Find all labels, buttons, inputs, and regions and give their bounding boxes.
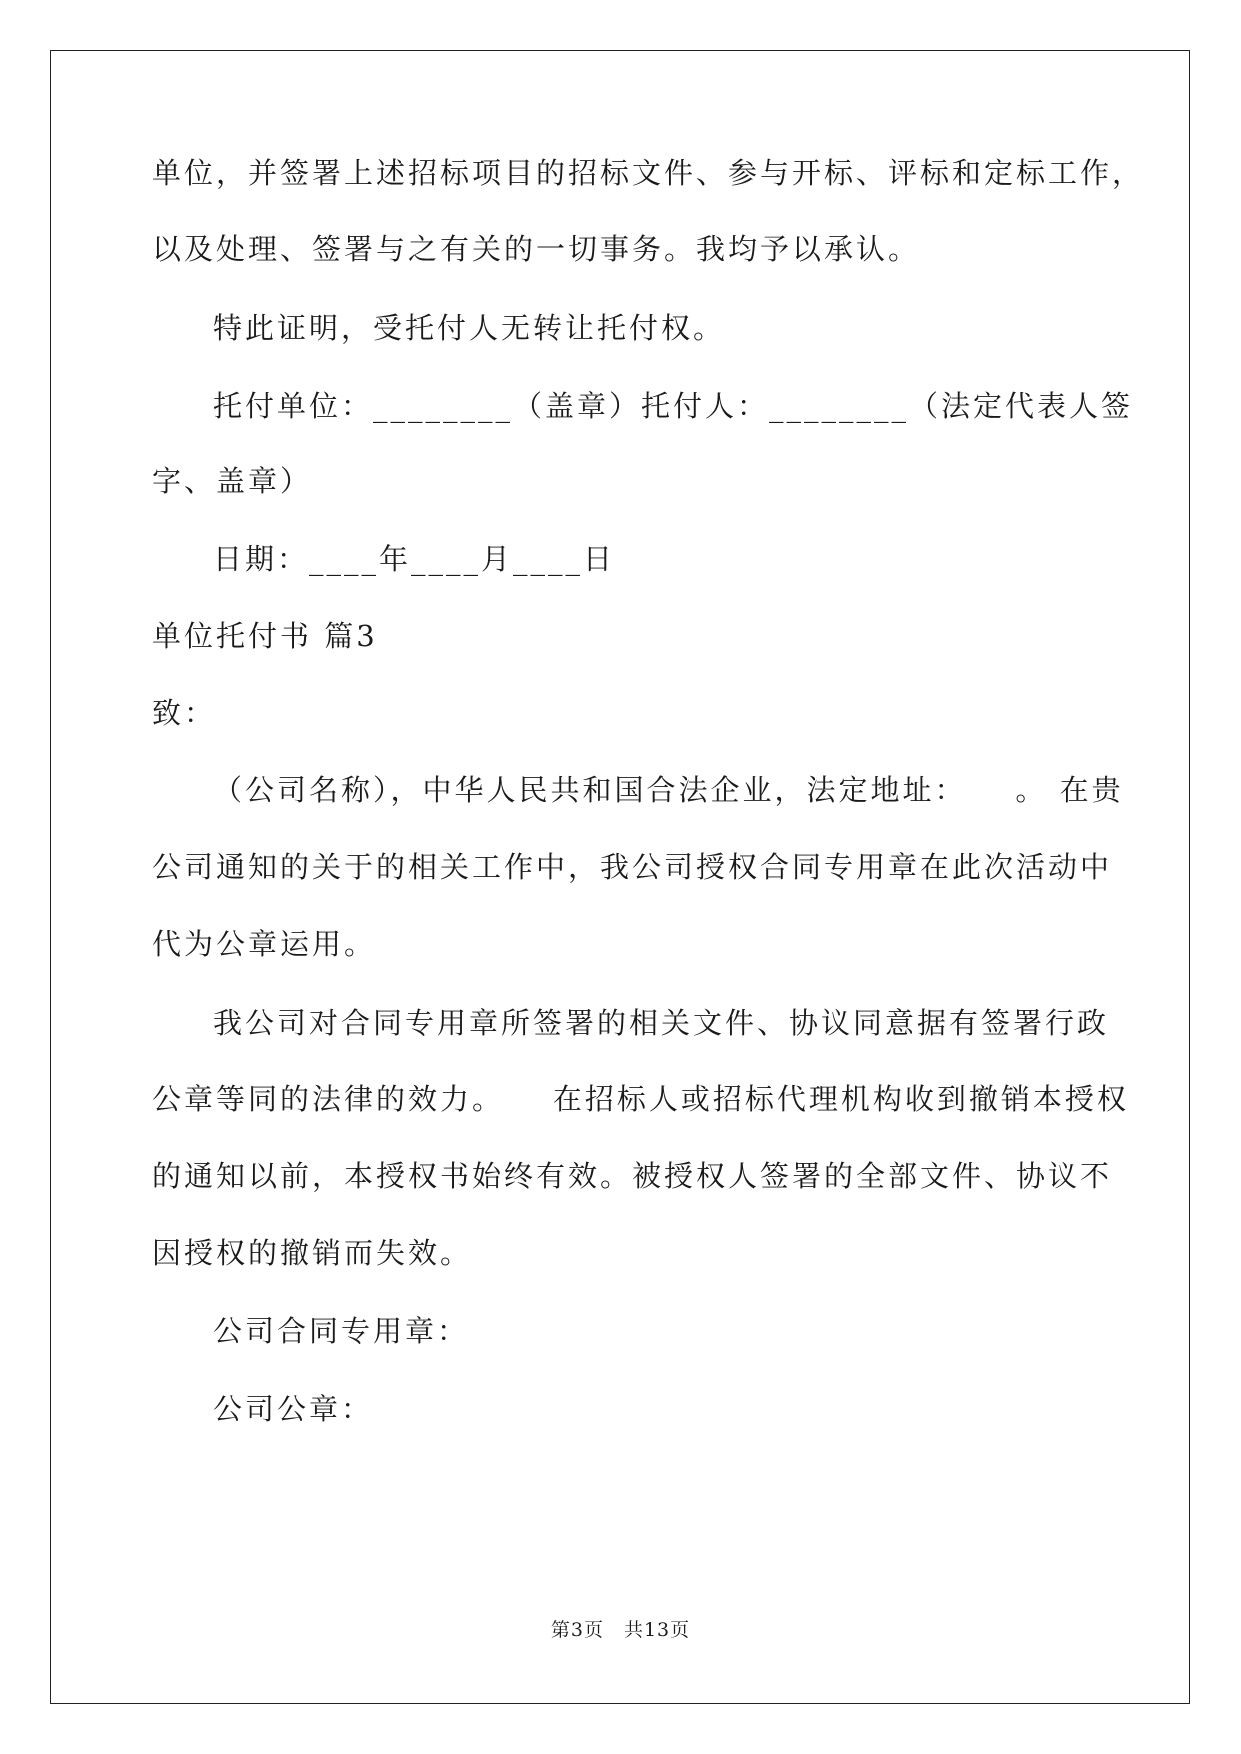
text-line: 托付单位：________（盖章）托付人：________（法定代表人签 [213, 389, 1134, 423]
salutation: 致： [152, 696, 217, 730]
section-heading: 单位托付书 篇3 [152, 619, 378, 653]
text-line: 公章等同的法律的效力。 在招标人或招标代理机构收到撤销本授权 [152, 1082, 1129, 1116]
text-line: 日期：____年____月____日 [213, 542, 616, 576]
text-line: 的通知以前，本授权书始终有效。被授权人签署的全部文件、协议不 [152, 1159, 1113, 1193]
signature-line-company-seal: 公司公章： [213, 1392, 374, 1426]
text-line: 单位，并签署上述招标项目的招标文件、参与开标、评标和定标工作， [152, 156, 1145, 190]
text-line: 字、盖章） [152, 464, 313, 498]
text-line: 特此证明，受托付人无转让托付权。 [213, 311, 726, 345]
text-line: 公司通知的关于的相关工作中，我公司授权合同专用章在此次活动中 [152, 850, 1113, 884]
text-line: 因授权的撤销而失效。 [152, 1236, 473, 1270]
text-line: 代为公章运用。 [152, 927, 377, 961]
text-line: 以及处理、签署与之有关的一切事务。我均予以承认。 [152, 232, 921, 266]
text-line: （公司名称），中华人民共和国合法企业，法定地址： 。 在贵 [213, 773, 1124, 807]
signature-line-contract-seal: 公司合同专用章： [213, 1314, 470, 1348]
text-line: 我公司对合同专用章所签署的相关文件、协议同意据有签署行政 [213, 1006, 1110, 1040]
page-footer: 第3页 共13页 [550, 1619, 691, 1641]
